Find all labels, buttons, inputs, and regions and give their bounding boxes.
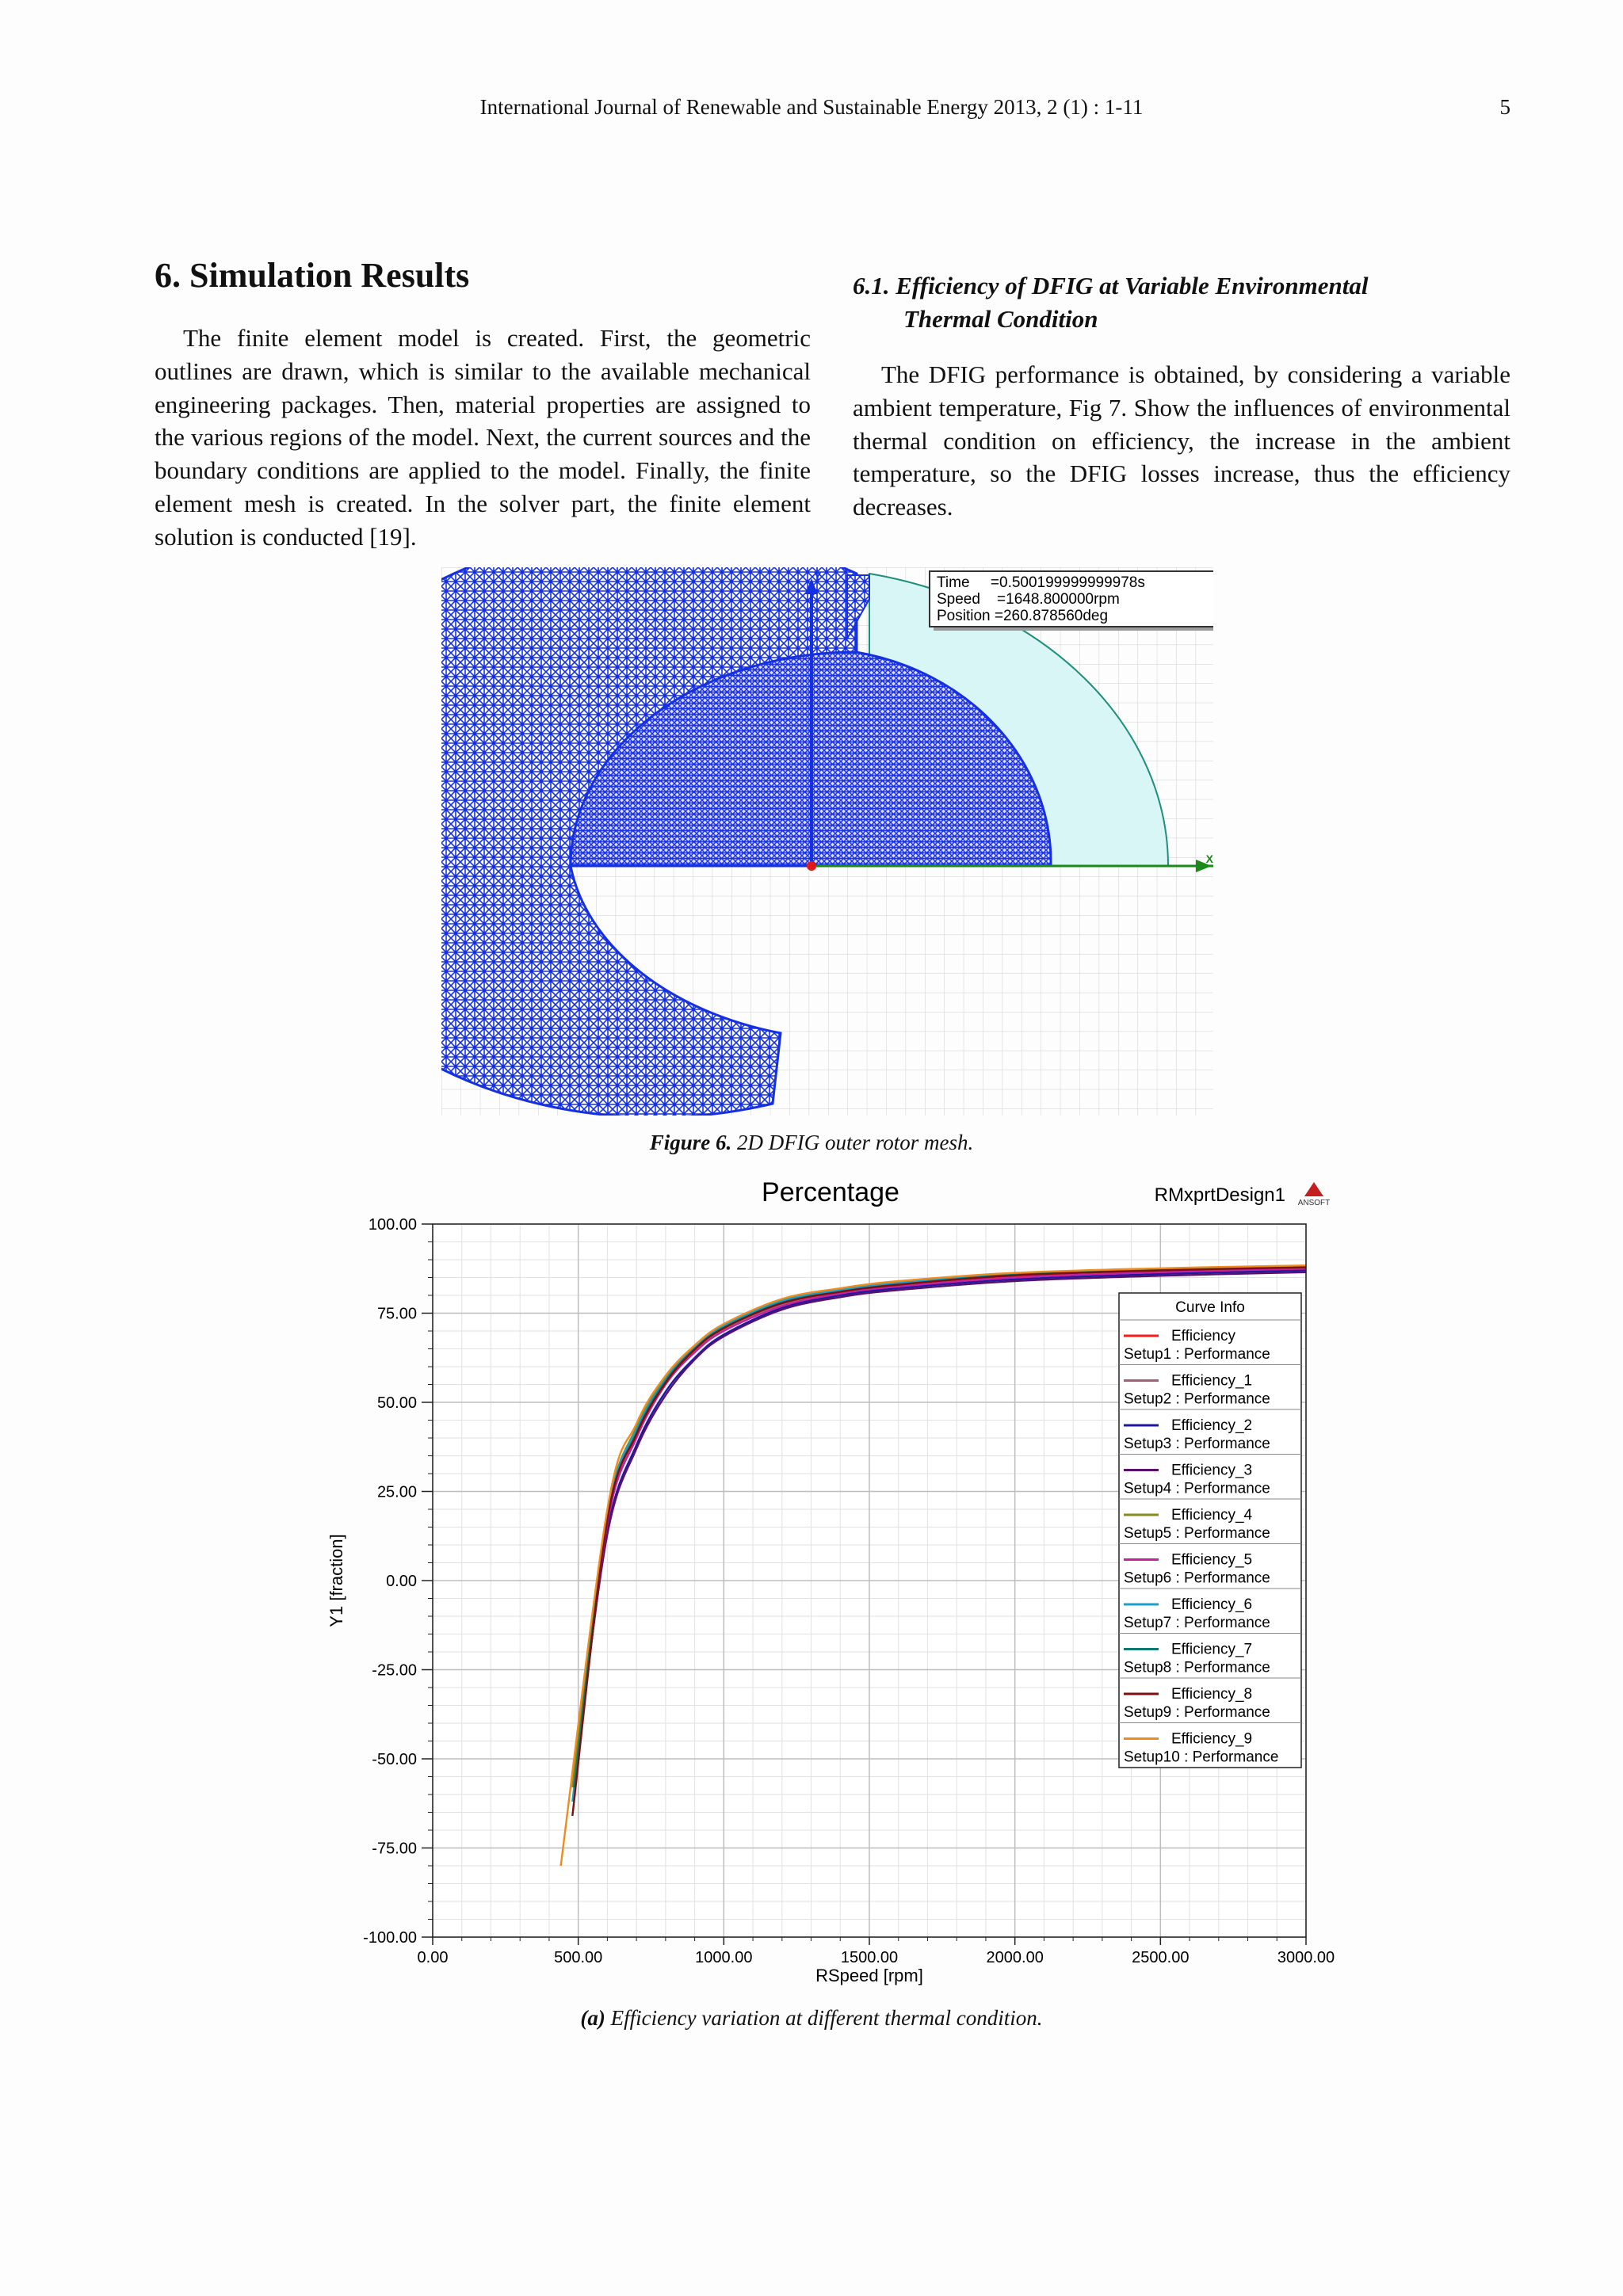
chart-design-label: RMxprtDesign1 <box>1154 1184 1285 1206</box>
figure-6-caption-text: 2D DFIG outer rotor mesh. <box>731 1131 974 1154</box>
info-speed: Speed =1648.800000rpm <box>937 591 1120 608</box>
legend-series-name: Efficiency_3 <box>1171 1462 1253 1479</box>
y-tick-label: 0.00 <box>386 1573 417 1590</box>
x-tick-label: 500.00 <box>554 1949 603 1966</box>
x-tick-label: 2000.00 <box>986 1949 1044 1966</box>
info-time: Time =0.500199999999978s <box>937 574 1145 591</box>
legend-title: Curve Info <box>1175 1299 1245 1316</box>
ansoft-logo <box>1298 1182 1331 1207</box>
ansoft-logo-text: ANSOFT <box>1297 1199 1331 1207</box>
figure-7a-caption-label: (a) <box>580 2006 605 2030</box>
x-tick-label: 1000.00 <box>695 1949 753 1966</box>
x-tick-label: 3000.00 <box>1277 1949 1335 1966</box>
info-position: Position =260.878560deg <box>937 608 1109 624</box>
figure-7a-caption-text: Efficiency variation at different thermal condition. <box>605 2006 1043 2030</box>
legend-series-name: Efficiency_7 <box>1171 1641 1253 1658</box>
legend-series-setup: Setup9 : Performance <box>1124 1704 1270 1721</box>
legend-series-name: Efficiency_1 <box>1171 1372 1253 1390</box>
x-axis-label: X <box>1205 852 1213 865</box>
figure-7a-caption <box>0 2006 1623 2031</box>
legend-series-name: Efficiency_5 <box>1171 1551 1253 1569</box>
legend-series-setup: Setup7 : Performance <box>1124 1615 1270 1631</box>
x-tick-label: 1500.00 <box>840 1949 899 1966</box>
x-tick-labels <box>418 1937 1335 1966</box>
subsection-title-line1: 6.1. Efficiency of DFIG at Variable Environmental <box>853 272 1369 299</box>
subsection-body: The DFIG performance is obtained, by considering a variable ambient temperature, Fig 7. Show the influences of environmental thermal condition on efficiency, the increase in the ambient temperature, so the DFIG losses increase, thus the efficiency decreases. <box>853 360 1510 521</box>
y-tick-label: 75.00 <box>376 1305 417 1323</box>
legend-series-name: Efficiency_2 <box>1171 1417 1253 1434</box>
y-tick-label: 25.00 <box>376 1483 417 1501</box>
y-tick-label: -25.00 <box>372 1661 417 1680</box>
x-tick-label: 0.00 <box>417 1949 449 1966</box>
figure-6-caption-label: Figure 6. <box>649 1131 732 1154</box>
subsection-title <box>853 269 1510 336</box>
running-header: International Journal of Renewable and Sustainable Energy 2013, 2 (1) : 1-11 <box>479 95 1144 119</box>
subsection-title-line2: Thermal Condition <box>903 305 1098 333</box>
figure-6-caption <box>0 1131 1623 1155</box>
page-number: 5 <box>1499 95 1510 119</box>
legend-series-setup: Setup4 : Performance <box>1124 1480 1270 1497</box>
chart-legend <box>1119 1293 1301 1768</box>
legend-series-name: Efficiency_8 <box>1171 1686 1253 1703</box>
y-tick-labels <box>363 1216 433 1947</box>
legend-series-name: Efficiency <box>1171 1328 1235 1344</box>
legend-series-setup: Setup2 : Performance <box>1124 1390 1270 1408</box>
ansoft-logo-icon <box>1304 1182 1323 1196</box>
legend-series-name: Efficiency_4 <box>1171 1507 1253 1524</box>
y-tick-label: -75.00 <box>372 1840 417 1858</box>
origin-marker <box>807 861 816 871</box>
x-tick-label: 2500.00 <box>1132 1949 1190 1966</box>
legend-series-setup: Setup6 : Performance <box>1124 1569 1270 1587</box>
legend-series-name: Efficiency_6 <box>1171 1596 1253 1613</box>
y-tick-label: 100.00 <box>368 1216 417 1234</box>
x-axis-title: RSpeed [rpm] <box>815 1966 923 1985</box>
figure-6-mesh <box>441 567 1213 1116</box>
legend-series-setup: Setup8 : Performance <box>1124 1659 1270 1676</box>
y-axis-title: Y1 [fraction] <box>327 1534 346 1627</box>
y-tick-label: -100.00 <box>363 1929 417 1947</box>
legend-series-name: Efficiency_9 <box>1171 1730 1253 1748</box>
efficiency-chart <box>325 1165 1355 1989</box>
legend-series-setup: Setup1 : Performance <box>1124 1346 1270 1363</box>
y-tick-label: 50.00 <box>376 1394 417 1412</box>
legend-series-setup: Setup3 : Performance <box>1124 1436 1270 1452</box>
section-body: The finite element model is created. First, the geometric outlines are drawn, which is similar to the available mechanical engineering packages. Then, material properties are assigned to the various regions of the model. Next, the current sources and the boundary conditions are applied to the model. Finally, the finite element mesh is created. In the solver part, the finite element solution is conducted [19]. <box>155 324 811 551</box>
chart-title: Percentage <box>762 1177 899 1207</box>
simulation-info-box <box>930 571 1213 631</box>
legend-series-setup: Setup5 : Performance <box>1124 1525 1270 1542</box>
section-title: 6. Simulation Results <box>155 256 470 295</box>
y-axis-label: Y <box>814 570 822 582</box>
legend-series-setup: Setup10 : Performance <box>1124 1749 1279 1766</box>
y-tick-label: -50.00 <box>372 1751 417 1768</box>
